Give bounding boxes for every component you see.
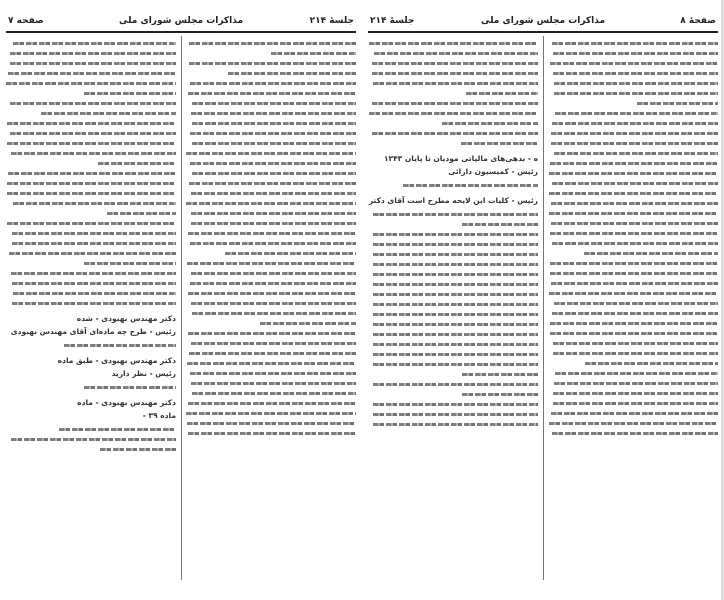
text-line	[551, 132, 718, 135]
text-line	[549, 192, 718, 195]
text-line	[187, 422, 356, 425]
text-line	[550, 322, 718, 325]
text-line	[372, 132, 538, 135]
text-line	[552, 432, 718, 435]
text-line	[7, 192, 176, 195]
text-line	[552, 122, 718, 125]
text-line	[462, 373, 539, 376]
text-line	[550, 332, 718, 335]
text-line	[191, 272, 356, 275]
text-line	[549, 212, 718, 215]
text-line	[192, 392, 356, 395]
text-line	[373, 383, 538, 386]
text-line	[369, 112, 538, 115]
text-column-right	[186, 36, 356, 580]
text-line	[8, 72, 176, 75]
text-line	[373, 413, 538, 416]
text-line	[373, 333, 538, 336]
text-line	[637, 102, 718, 105]
text-line	[192, 172, 356, 175]
text-line	[374, 52, 538, 55]
text-line	[369, 42, 538, 45]
text-line	[7, 122, 176, 125]
text-line	[372, 72, 538, 75]
text-line	[551, 202, 718, 205]
header-rule	[368, 31, 718, 33]
text-line	[10, 52, 176, 55]
text-line	[64, 344, 176, 347]
column-divider	[181, 36, 182, 580]
column-divider	[543, 36, 544, 580]
text-line	[550, 262, 718, 265]
text-line	[189, 182, 356, 185]
text-line	[462, 223, 539, 226]
text-line	[7, 182, 176, 185]
text-line	[551, 142, 718, 145]
text-line	[553, 342, 718, 345]
text-line	[550, 272, 718, 275]
text-line	[191, 302, 356, 305]
text-line	[13, 202, 176, 205]
speaker-line: ه - بدهی‌های مالیاتی مودیان تا پایان ۱۳۴۳	[383, 154, 538, 163]
text-line	[552, 312, 718, 315]
text-line	[192, 142, 356, 145]
text-line	[585, 362, 718, 365]
text-line	[553, 402, 718, 405]
speaker-line: دکتر مهندس بهبودی - طبق ماده	[57, 356, 176, 365]
text-line	[8, 172, 176, 175]
text-column-right	[548, 36, 718, 580]
text-line	[551, 412, 718, 415]
text-line	[466, 92, 538, 95]
page-number: صفحهٔ ۸	[680, 16, 716, 26]
text-line	[13, 42, 176, 45]
right-page	[362, 0, 724, 600]
text-line	[187, 362, 356, 365]
header-rule	[6, 31, 356, 33]
text-line	[442, 122, 538, 125]
text-line	[11, 438, 176, 441]
text-column-left	[368, 36, 538, 580]
text-line	[373, 343, 538, 346]
text-line	[191, 382, 356, 385]
page-header	[370, 16, 716, 30]
text-line	[549, 422, 718, 425]
text-line	[188, 92, 357, 95]
text-line	[192, 312, 356, 315]
text-line	[11, 152, 176, 155]
text-line	[373, 233, 538, 236]
text-line	[550, 232, 718, 235]
text-line	[190, 242, 356, 245]
text-line	[555, 112, 718, 115]
text-line	[188, 292, 356, 295]
text-line	[554, 92, 718, 95]
text-line	[225, 252, 356, 255]
text-line	[549, 172, 718, 175]
text-line	[550, 162, 718, 165]
text-line	[191, 112, 356, 115]
text-line	[461, 142, 538, 145]
text-line	[373, 363, 538, 366]
text-line	[550, 62, 718, 65]
text-line	[462, 393, 539, 396]
text-line	[403, 184, 538, 187]
text-line	[190, 82, 356, 85]
page-number: صفحه ۷	[8, 16, 44, 26]
text-line	[551, 282, 718, 285]
text-line	[373, 213, 538, 216]
text-line	[554, 382, 718, 385]
running-title: مذاکرات مجلس شورای ملی	[118, 16, 244, 26]
text-line	[372, 102, 538, 105]
text-line	[553, 52, 718, 55]
text-line	[186, 152, 356, 155]
text-line	[10, 132, 176, 135]
speaker-line: رئیس - کلیات این لایحه مطرح است آقای دکتر	[368, 196, 538, 205]
text-line	[373, 82, 538, 85]
text-line	[549, 292, 718, 295]
text-line	[191, 342, 356, 345]
text-line	[192, 122, 356, 125]
text-line	[190, 132, 357, 135]
text-line	[187, 262, 356, 265]
text-line	[553, 392, 718, 395]
text-line	[373, 353, 538, 356]
text-line	[6, 82, 176, 85]
text-line	[186, 202, 356, 205]
speaker-line: رئیس - کمیسیون دارائی	[448, 167, 538, 176]
text-line	[260, 322, 356, 325]
page-header	[8, 16, 354, 30]
text-line	[11, 272, 176, 275]
text-line	[373, 423, 538, 426]
text-line	[552, 42, 718, 45]
text-line	[191, 192, 356, 195]
text-line	[373, 283, 538, 286]
session-number: جلسهٔ ۲۱۴	[370, 16, 415, 26]
text-line	[190, 372, 356, 375]
text-line	[373, 303, 538, 306]
text-line	[188, 432, 356, 435]
text-line	[271, 52, 356, 55]
speaker-line: رئیس - نظر دارید	[111, 369, 176, 378]
text-line	[59, 428, 177, 431]
text-line	[373, 323, 538, 326]
text-line	[554, 82, 718, 85]
text-line	[188, 232, 356, 235]
text-line	[189, 42, 356, 45]
text-line	[190, 162, 356, 165]
text-line	[192, 102, 356, 105]
text-line	[12, 282, 176, 285]
text-line	[12, 302, 176, 305]
text-line	[7, 142, 176, 145]
text-line	[12, 232, 176, 235]
text-line	[7, 222, 176, 225]
text-line	[190, 282, 356, 285]
text-line	[84, 386, 176, 389]
text-line	[188, 332, 356, 335]
session-number: جلسهٔ ۲۱۴	[309, 16, 354, 26]
text-line	[13, 292, 176, 295]
text-line	[189, 62, 356, 65]
text-column-left	[6, 36, 176, 580]
speaker-line: ماده ۳۹ -	[142, 411, 176, 420]
text-line	[84, 92, 176, 95]
text-line	[186, 412, 356, 415]
text-line	[191, 212, 356, 215]
text-line	[554, 152, 718, 155]
speaker-line: رئیس - طرح چه ماده‌ای آقای مهندس بهبودی	[10, 327, 176, 336]
text-line	[373, 243, 538, 246]
running-title: مذاکرات مجلس شورای ملی	[480, 16, 606, 26]
text-line	[9, 252, 176, 255]
text-line	[12, 242, 176, 245]
text-line	[555, 372, 718, 375]
text-line	[189, 352, 356, 355]
text-line	[228, 72, 356, 75]
text-line	[552, 182, 718, 185]
text-line	[10, 62, 176, 65]
text-line	[553, 352, 718, 355]
text-line	[372, 62, 538, 65]
text-line	[188, 402, 356, 405]
text-line	[373, 273, 538, 276]
text-line	[373, 313, 538, 316]
text-line	[191, 222, 356, 225]
text-line	[373, 403, 538, 406]
text-line	[373, 293, 538, 296]
text-line	[373, 263, 538, 266]
text-line	[584, 252, 718, 255]
speaker-line: دکتر مهندس بهبودی - ماده	[77, 398, 176, 407]
text-line	[107, 212, 176, 215]
text-line	[10, 102, 176, 105]
text-line	[552, 242, 718, 245]
text-line	[554, 302, 718, 305]
text-line	[84, 262, 176, 265]
speaker-line: دکتر مهندس بهبودی - شده	[76, 314, 176, 323]
text-line	[551, 222, 718, 225]
text-line	[553, 72, 718, 75]
text-line	[373, 253, 538, 256]
text-line	[100, 448, 177, 451]
text-line	[41, 112, 176, 115]
text-line	[98, 162, 177, 165]
